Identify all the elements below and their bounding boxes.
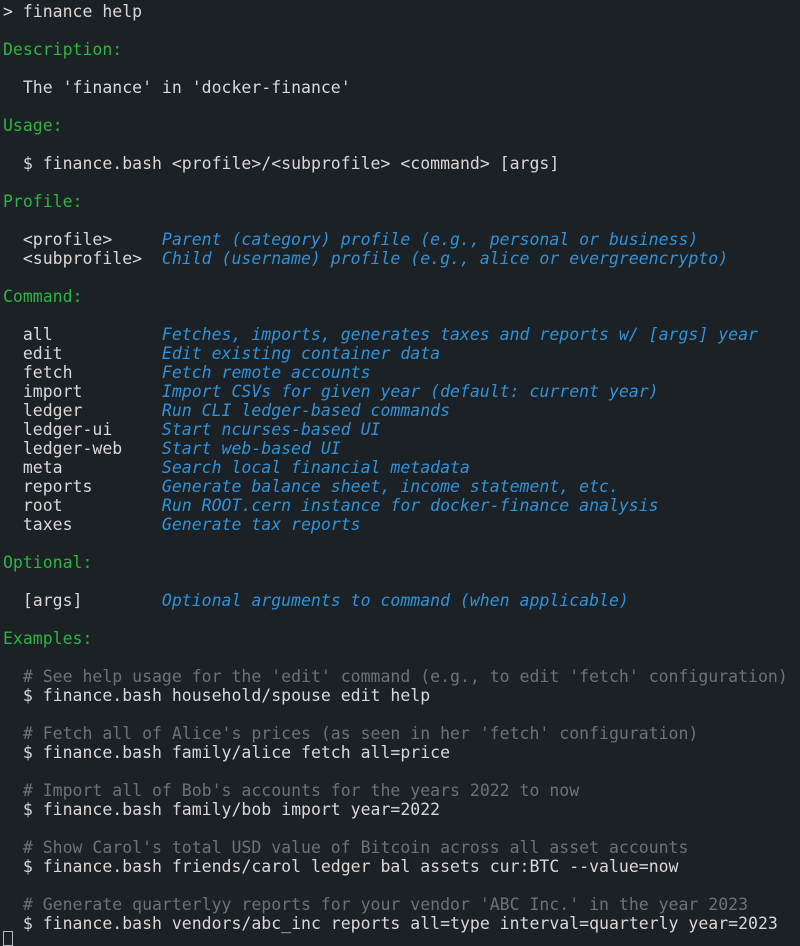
command-entry-description: Generate tax reports [161, 515, 361, 534]
command-entry-description: Start web-based UI [161, 439, 341, 458]
command-entry-description: Start ncurses-based UI [161, 420, 381, 439]
command-entry-row [3, 477, 800, 496]
blank-line [3, 762, 800, 781]
command-entry-name: import [22, 382, 83, 401]
example-command: $ finance.bash family/alice fetch all=price [22, 743, 451, 762]
description-body: The 'finance' in 'docker-finance' [22, 78, 351, 97]
command-entry-description: Generate balance sheet, income statement, etc. [161, 477, 619, 496]
command-entry-description: Import CSVs for given year (default: current year) [161, 382, 659, 401]
section-title-command: Command: [3, 287, 83, 306]
blank-line [3, 572, 800, 591]
profile-entry-description: Parent (category) profile (e.g., personal or business) [161, 230, 699, 249]
command-entry-row [3, 363, 800, 382]
command-entry-row [3, 382, 800, 401]
optional-entry-description: Optional arguments to command (when applicable) [161, 591, 629, 610]
example-command: $ finance.bash household/spouse edit help [22, 686, 431, 705]
profile-entry-name: <subprofile> [22, 249, 143, 268]
example-comment: # Show Carol's total USD value of Bitcoin across all asset accounts [22, 838, 689, 857]
command-entry-name: edit [22, 344, 63, 363]
command-entry-description: Edit existing container data [161, 344, 441, 363]
command-entry-row [3, 458, 800, 477]
section-title-optional: Optional: [3, 553, 93, 572]
command-entry-name: ledger [22, 401, 83, 420]
command-entry-description: Fetches, imports, generates taxes and reports w/ [args] year [161, 325, 758, 344]
command-entry-description: Run CLI ledger-based commands [161, 401, 451, 420]
example-command: $ finance.bash vendors/abc_inc reports all=type interval=quarterly year=2023 [22, 914, 778, 933]
command-entry-description: Run ROOT.cern instance for docker-finance analysis [161, 496, 659, 515]
example-command: $ finance.bash family/bob import year=2022 [22, 800, 441, 819]
example-comment: # See help usage for the 'edit' command (e.g., to edit 'fetch' configuration) [22, 667, 788, 686]
blank-line [3, 97, 800, 116]
blank-line [3, 610, 800, 629]
example-comment: # Import all of Bob's accounts for the years 2022 to now [22, 781, 580, 800]
command-entry-description: Search local financial metadata [161, 458, 470, 477]
profile-entry-name: <profile> [22, 230, 113, 249]
command-entry-row [3, 515, 800, 534]
command-entry-name: fetch [22, 363, 73, 382]
blank-line [3, 876, 800, 895]
blank-line [3, 21, 800, 40]
command-prompt-line: > finance help [3, 2, 143, 21]
command-entry-row [3, 420, 800, 439]
section-title-profile: Profile: [3, 192, 83, 211]
blank-line [3, 135, 800, 154]
blank-line [3, 534, 800, 553]
usage-body: $ finance.bash <profile>/<subprofile> <command> [args] [22, 154, 560, 173]
profile-entry-description: Child (username) profile (e.g., alice or evergreencrypto) [161, 249, 729, 268]
blank-line [3, 306, 800, 325]
blank-line [3, 173, 800, 192]
command-entry-description: Fetch remote accounts [161, 363, 371, 382]
profile-entry-row [3, 230, 800, 249]
optional-entry-name: [args] [22, 591, 83, 610]
command-entry-row [3, 344, 800, 363]
blank-line [3, 59, 800, 78]
command-entry-row [3, 401, 800, 420]
command-entry-row [3, 325, 800, 344]
section-title-usage: Usage: [3, 116, 63, 135]
blank-line [3, 268, 800, 287]
section-title-examples: Examples: [3, 629, 93, 648]
blank-line [3, 819, 800, 838]
command-entry-row [3, 496, 800, 515]
command-entry-name: ledger-web [22, 439, 123, 458]
blank-line [3, 211, 800, 230]
section-title-description: Description: [3, 40, 123, 59]
example-comment: # Fetch all of Alice's prices (as seen in her 'fetch' configuration) [22, 724, 699, 743]
terminal-cursor [3, 931, 13, 946]
command-entry-name: root [22, 496, 63, 515]
example-command: $ finance.bash friends/carol ledger bal assets cur:BTC --value=now [22, 857, 679, 876]
blank-line [3, 648, 800, 667]
command-entry-name: meta [22, 458, 63, 477]
command-entry-name: reports [22, 477, 93, 496]
blank-line [3, 705, 800, 724]
example-comment: # Generate quarterlyy reports for your vendor 'ABC Inc.' in the year 2023 [22, 895, 749, 914]
optional-entry-row [3, 591, 800, 610]
command-entry-name: all [22, 325, 53, 344]
command-entry-name: taxes [22, 515, 73, 534]
command-entry-row [3, 439, 800, 458]
profile-entry-row [3, 249, 800, 268]
command-entry-name: ledger-ui [22, 420, 113, 439]
